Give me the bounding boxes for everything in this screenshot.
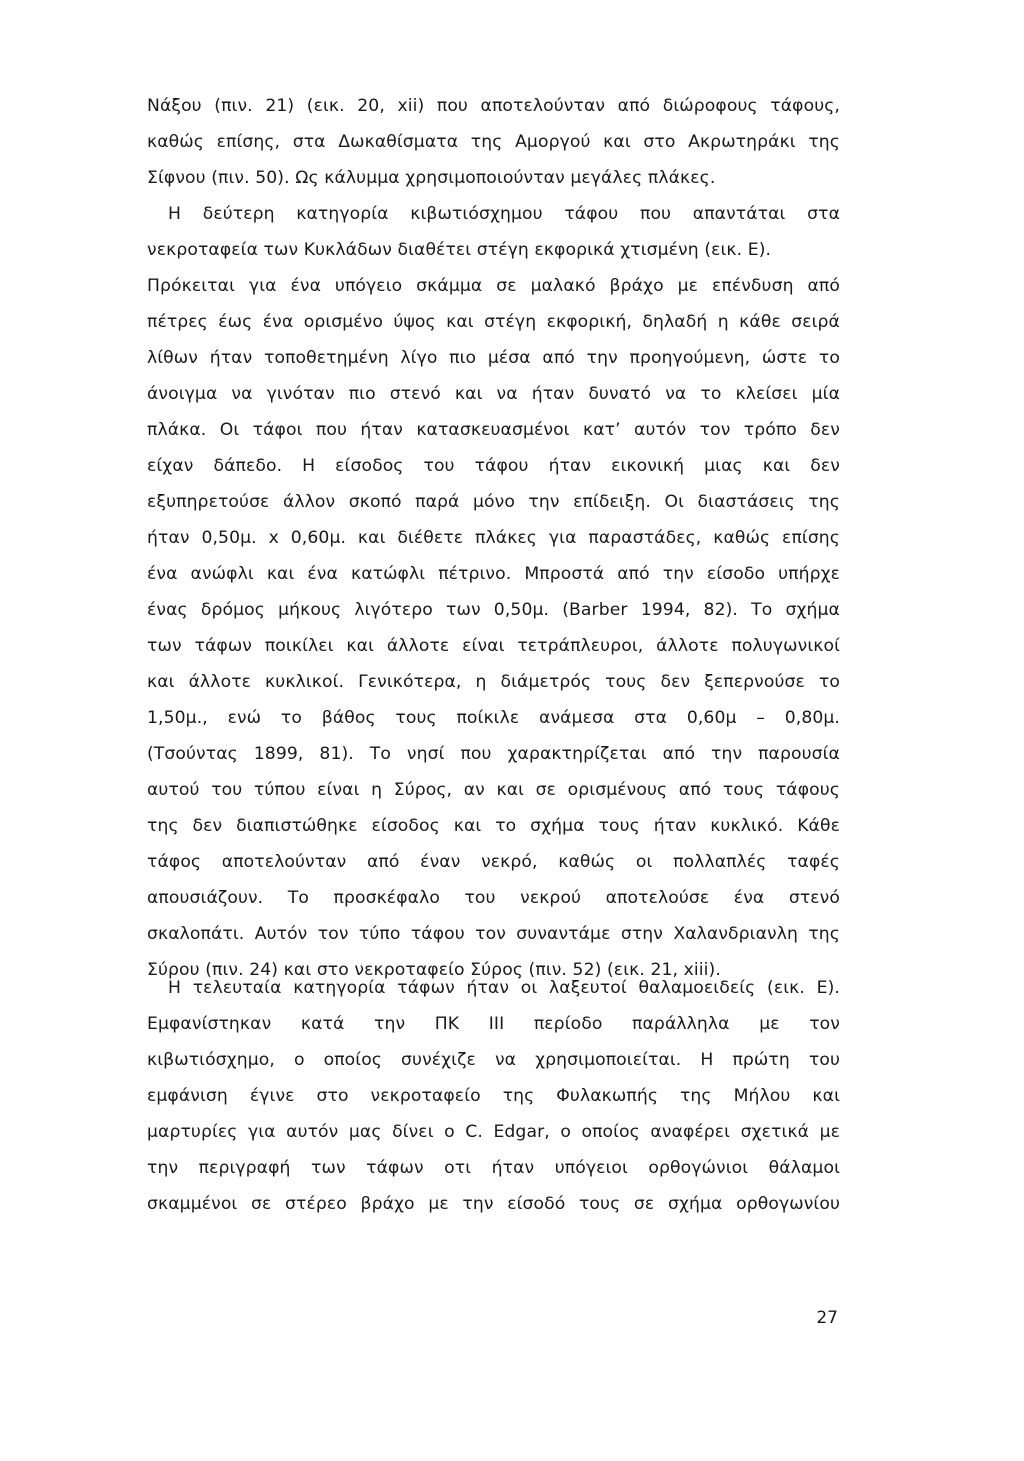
text-line: καθώς επίσης, στα Δωκαθίσματα της Αμοργού και στο Ακρωτηράκι της xyxy=(147,132,840,152)
paragraph-2 xyxy=(147,970,840,1222)
text-line: και άλλοτε κυκλικοί. Γενικότερα, η διάμετρός τους δεν ξεπερνούσε το xyxy=(147,672,840,692)
text-line: μαρτυρίες για αυτόν μας δίνει ο C. Edgar, ο οποίος αναφέρει σχετικά με xyxy=(147,1122,840,1142)
text-line: Πρόκειται για ένα υπόγειο σκάμμα σε μαλακό βράχο με επένδυση από xyxy=(147,276,840,296)
text-line: είχαν δάπεδο. Η είσοδος του τάφου ήταν εικονική μιας και δεν xyxy=(147,456,840,476)
page-number: 27 xyxy=(816,1308,838,1328)
text-line: απουσιάζουν. Το προσκέφαλο του νεκρού αποτελούσε ένα στενό xyxy=(147,888,840,908)
text-line: Εμφανίστηκαν κατά την ΠΚ ΙΙΙ περίοδο παράλληλα με τον xyxy=(147,1014,840,1034)
text-line: Η δεύτερη κατηγορία κιβωτιόσχημου τάφου που απαντάται στα xyxy=(168,204,840,224)
text-line: των τάφων ποικίλει και άλλοτε είναι τετράπλευροι, άλλοτε πολυγωνικοί xyxy=(147,636,840,656)
text-line: Σίφνου (πιν. 50). Ως κάλυμμα χρησιμοποιούνταν μεγάλες πλάκες. xyxy=(147,168,716,188)
text-line: κιβωτιόσχημο, ο οποίος συνέχιζε να χρησιμοποιείται. Η πρώτη του xyxy=(147,1050,840,1070)
text-line: ένας δρόμος μήκους λιγότερο των 0,50μ. (Barber 1994, 82). Το σχήμα xyxy=(147,600,840,620)
text-line: εμφάνιση έγινε στο νεκροταφείο της Φυλακωπής της Μήλου και xyxy=(147,1086,840,1106)
text-line: νεκροταφεία των Κυκλάδων διαθέτει στέγη εκφορικά χτισμένη (εικ. Ε). xyxy=(147,240,772,260)
text-line: (Τσούντας 1899, 81). Το νησί που χαρακτηρίζεται από την παρουσία xyxy=(147,744,840,764)
text-line: σκαλοπάτι. Αυτόν τον τύπο τάφου τον συναντάμε στην Χαλανδριανλη της xyxy=(147,924,840,944)
text-line: Η τελευταία κατηγορία τάφων ήταν οι λαξευτοί θαλαμοειδείς (εικ. Ε). xyxy=(168,978,840,998)
text-line: πέτρες έως ένα ορισμένο ύψος και στέγη εκφορική, δηλαδή η κάθε σειρά xyxy=(147,312,840,332)
text-line: Νάξου (πιν. 21) (εικ. 20, xii) που αποτελούνταν από διώροφους τάφους, xyxy=(147,96,840,116)
text-line: πλάκα. Οι τάφοι που ήταν κατασκευασμένοι κατ’ αυτόν τον τρόπο δεν xyxy=(147,420,840,440)
text-line: Σύρου (πιν. 24) και στο νεκροταφείο Σύρος (πιν. 52) (εικ. 21, xiii). xyxy=(147,960,721,980)
text-line: λίθων ήταν τοποθετημένη λίγο πιο μέσα από την προηγούμενη, ώστε το xyxy=(147,348,840,368)
paragraph-1 xyxy=(147,88,840,988)
text-line: 1,50μ., ενώ το βάθος τους ποίκιλε ανάμεσα στα 0,60μ – 0,80μ. xyxy=(147,708,840,728)
text-line: ήταν 0,50μ. x 0,60μ. και διέθετε πλάκες για παραστάδες, καθώς επίσης xyxy=(147,528,840,548)
text-line: σκαμμένοι σε στέρεο βράχο με την είσοδό τους σε σχήμα ορθογωνίου xyxy=(147,1194,840,1214)
text-line: την περιγραφή των τάφων οτι ήταν υπόγειοι ορθογώνιοι θάλαμοι xyxy=(147,1158,840,1178)
text-line: της δεν διαπιστώθηκε είσοδος και το σχήμα τους ήταν κυκλικό. Κάθε xyxy=(147,816,840,836)
text-line: τάφος αποτελούνταν από έναν νεκρό, καθώς οι πολλαπλές ταφές xyxy=(147,852,840,872)
text-line: ένα ανώφλι και ένα κατώφλι πέτρινο. Μπροστά από την είσοδο υπήρχε xyxy=(147,564,840,584)
text-line: άνοιγμα να γινόταν πιο στενό και να ήταν δυνατό να το κλείσει μία xyxy=(147,384,840,404)
text-line: αυτού του τύπου είναι η Σύρος, αν και σε ορισμένους από τους τάφους xyxy=(147,780,840,800)
text-line: εξυπηρετούσε άλλον σκοπό παρά μόνο την επίδειξη. Οι διαστάσεις της xyxy=(147,492,840,512)
